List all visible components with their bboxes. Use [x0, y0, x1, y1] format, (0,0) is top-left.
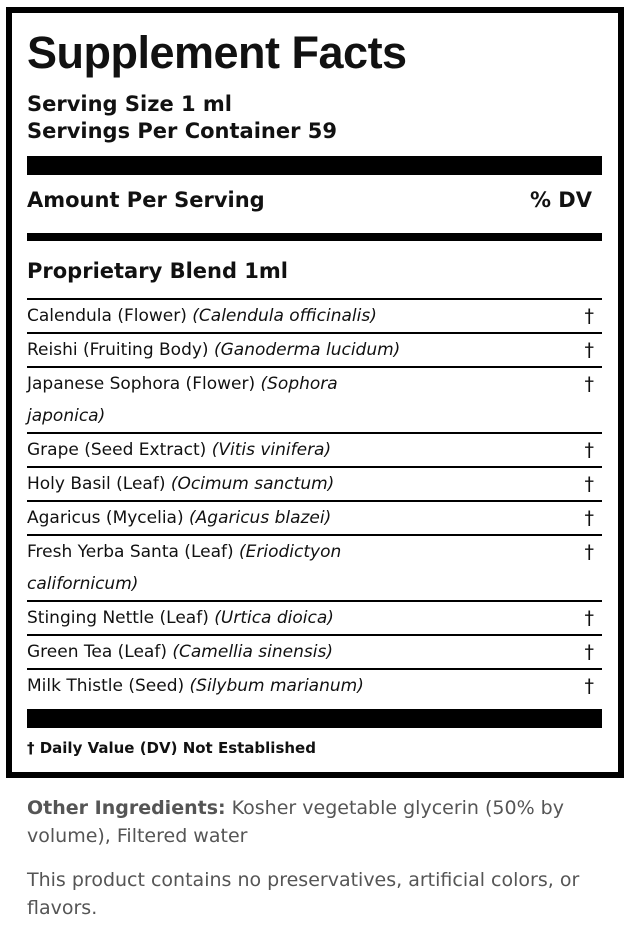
ingredient-row — [27, 332, 602, 366]
other-ingredients-text: Kosher vegetable glycerin (50% by volume), Filtered water — [27, 797, 564, 847]
ingredient-name: Calendula (Flower) — [27, 306, 187, 326]
dv-dagger: † — [584, 507, 594, 529]
ingredient-row — [27, 600, 602, 634]
ingredient-row — [27, 366, 602, 432]
servings-per-container: Servings Per Container 59 — [27, 119, 337, 143]
ingredient-latin-name: (Calendula officinalis) — [192, 306, 377, 326]
ingredient-latin-name: (Vitis vinifera) — [211, 440, 332, 460]
ingredient-row — [27, 466, 602, 500]
other-ingredients — [27, 794, 613, 850]
ingredient-latin-name: (Urtica dioica) — [214, 608, 334, 628]
ingredient-row — [27, 500, 602, 534]
dv-dagger: † — [584, 607, 594, 629]
ingredient-latin-name: (Camellia sinensis) — [172, 642, 333, 662]
dv-dagger: † — [584, 675, 594, 697]
ingredient-name: Fresh Yerba Santa (Leaf) — [27, 542, 234, 562]
ingredient-row — [27, 634, 602, 668]
footnote: † Daily Value (DV) Not Established — [27, 739, 316, 757]
ingredient-latin-name: (Sophora japonica) — [27, 374, 338, 426]
panel-title: Supplement Facts — [27, 27, 407, 78]
ingredient-latin-name: (Silybum marianum) — [189, 676, 364, 696]
other-ingredients-label: Other Ingredients: — [27, 797, 226, 819]
ingredient-latin-name: (Agaricus blazei) — [189, 508, 332, 528]
ingredient-latin-name: (Ocimum sanctum) — [170, 474, 335, 494]
ingredient-row — [27, 432, 602, 466]
dv-dagger: † — [584, 305, 594, 327]
thick-divider-bottom — [27, 709, 602, 728]
ingredient-latin-name: (Eriodictyon californicum) — [27, 542, 342, 594]
preservatives-note: This product contains no preservatives, artificial colors, or flavors. — [27, 869, 580, 919]
thick-divider-top — [27, 156, 602, 175]
ingredient-row — [27, 298, 602, 332]
amount-per-serving-row — [27, 185, 602, 217]
ingredient-name: Agaricus (Mycelia) — [27, 508, 184, 528]
dv-header: % DV — [529, 188, 592, 212]
ingredient-name: Green Tea (Leaf) — [27, 642, 167, 662]
supplement-facts-panel — [6, 7, 624, 778]
dv-dagger: † — [584, 439, 594, 461]
ingredient-list — [27, 298, 602, 702]
ingredient-name: Reishi (Fruiting Body) — [27, 340, 209, 360]
panel-inner — [27, 13, 602, 772]
dv-dagger: † — [584, 339, 594, 361]
dv-dagger: † — [584, 373, 594, 395]
serving-size: Serving Size 1 ml — [27, 92, 233, 116]
ingredient-row — [27, 668, 602, 702]
ingredient-name: Stinging Nettle (Leaf) — [27, 608, 209, 628]
ingredient-latin-name: (Ganoderma lucidum) — [213, 340, 401, 360]
dv-dagger: † — [584, 641, 594, 663]
ingredient-name: Milk Thistle (Seed) — [27, 676, 185, 696]
ingredient-name: Grape (Seed Extract) — [27, 440, 207, 460]
blend-title: Proprietary Blend 1ml — [27, 259, 289, 283]
dv-dagger: † — [584, 473, 594, 495]
amount-per-serving-label: Amount Per Serving — [27, 188, 265, 212]
ingredient-name: Holy Basil (Leaf) — [27, 474, 166, 494]
dv-dagger: † — [584, 541, 594, 563]
ingredient-name: Japanese Sophora (Flower) — [27, 374, 256, 394]
ingredient-row — [27, 534, 602, 600]
medium-divider — [27, 233, 602, 241]
